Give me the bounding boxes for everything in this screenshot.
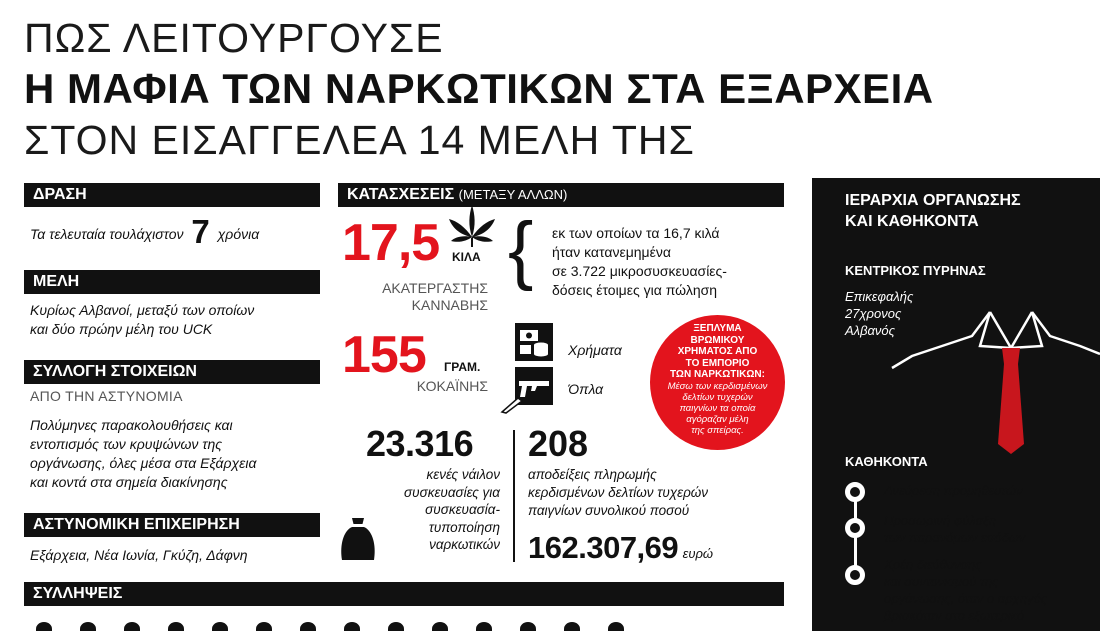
- cannabis-note-4: δόσεις έτοιμες για πώληση: [552, 282, 718, 298]
- badge-line: αγόραζαν μέλη: [686, 413, 749, 425]
- syllogi-line-3: οργάνωσης, όλες μέσα στα Εξάρχεια: [30, 455, 257, 471]
- duty-2: [884, 512, 1025, 546]
- cocaine-value: 155: [342, 326, 426, 384]
- kataxeseis-subtitle: (ΜΕΤΑΞΥ ΑΛΛΩΝ): [458, 187, 568, 202]
- person-icon: [344, 622, 360, 631]
- badge-line: ΒΡΩΜΙΚΟΥ: [690, 334, 745, 346]
- cocaine-label: ΚΟΚΑΪΝΗΣ: [416, 378, 488, 394]
- receipts-line: κερδισμένων δελτίων τυχερών: [528, 485, 709, 500]
- meli-line-2: και δύο πρώην μέλη του UCK: [30, 321, 213, 337]
- syllipseis-header: ΣΥΛΛΗΨΕΙΣ: [24, 582, 784, 606]
- syllogi-line-4: και κοντά στα σημεία διακίνησης: [30, 474, 228, 490]
- title-line-1: ΠΩΣ ΛΕΙΤΟΥΡΓΟΥΣΕ: [24, 15, 444, 61]
- bags-value: 23.316: [366, 423, 474, 464]
- cannabis-note-3: σε 3.722 μικροσυσκευασίες-: [552, 263, 727, 279]
- person-icon: [300, 622, 316, 631]
- duty-3: [884, 556, 1047, 624]
- drasi-number: 7: [191, 213, 210, 250]
- drasi-text-before: Τα τελευταία τουλάχιστον: [30, 226, 184, 242]
- drasi-header: ΔΡΑΣΗ: [24, 183, 320, 207]
- bags-line: κενές νάιλον: [426, 467, 500, 482]
- badge-line: παιγνίων τα οποία: [679, 402, 756, 414]
- brace-icon: {: [508, 207, 534, 292]
- person-icon: [36, 622, 52, 631]
- syllogi-sub: ΑΠΟ ΤΗΝ ΑΣΤΥΝΟΜΙΑ: [30, 388, 183, 404]
- bags-line: ναρκωτικών: [429, 537, 500, 552]
- bags-line: συσκευασίες για: [404, 484, 500, 500]
- person-icon: [564, 622, 580, 631]
- hierarchy-title-1: ΙΕΡΑΡΧΙΑ ΟΡΓΑΝΩΣΗΣ: [845, 192, 1021, 209]
- kataxeseis-header: [338, 183, 784, 207]
- bags-description: [380, 466, 500, 554]
- duty-1: Ανεύρεση προμηθευτών: [884, 483, 1023, 498]
- kataxeseis-title: ΚΑΤΑΣΧΕΣΕΙΣ: [347, 186, 455, 203]
- badge-line: της σπείρας.: [691, 424, 744, 436]
- title-line-2: Η ΜΑΦΙΑ ΤΩΝ ΝΑΡΚΩΤΙΚΩΝ ΣΤΑ ΕΞΑΡΧΕΙΑ: [24, 65, 934, 112]
- bullet-icon: [845, 518, 865, 538]
- cannabis-label-2: ΚΑΝΝΑΒΗΣ: [411, 297, 488, 313]
- money-label: Χρήματα: [568, 342, 622, 358]
- person-icon: [476, 622, 492, 631]
- syllogi-header: ΣΥΛΛΟΓΗ ΣΤΟΙΧΕΙΩΝ: [24, 360, 320, 384]
- badge-line: δελτίων τυχερών: [682, 391, 753, 403]
- leader-line: 27χρονος: [845, 306, 902, 321]
- duties-header: ΚΑΘΗΚΟΝΤΑ: [845, 454, 928, 469]
- receipts-line: αποδείξεις πληρωμής: [528, 467, 657, 482]
- meli-line-1: Κυρίως Αλβανοί, μεταξύ των οποίων: [30, 302, 255, 318]
- duty-line: και συντονισμού της: [884, 574, 999, 589]
- epixeirisi-header: ΑΣΤΥΝΟΜΙΚΗ ΕΠΙΧΕΙΡΗΣΗ: [24, 513, 320, 537]
- receipts-line: παιγνίων συνολικού ποσού: [528, 503, 690, 518]
- person-icon: [432, 622, 448, 631]
- cannabis-value: 17,5: [342, 214, 440, 272]
- drasi-text: [30, 213, 260, 250]
- duty-line: οργάνωσης, όταν ο αρχηγός: [884, 591, 1048, 606]
- person-icon: [80, 622, 96, 631]
- badge-line: Μέσω των κερδισμένων: [667, 380, 768, 392]
- duty-line: Χρέη διεύθυνσης: [884, 557, 982, 572]
- receipts-value: 208: [528, 423, 589, 464]
- cannabis-note-2: ήταν κατανεμημένα: [552, 244, 671, 260]
- arrests-row: [36, 622, 636, 631]
- receipts-description: [528, 466, 708, 520]
- bullet-icon: [845, 482, 865, 502]
- cannabis-note-1: εκ των οποίων τα 16,7 κιλά: [552, 225, 720, 241]
- syllogi-line-2: εντοπισμός των κρυψώνων της: [30, 436, 223, 452]
- cannabis-leaf-icon: [449, 205, 495, 247]
- knife-icon: [500, 392, 528, 414]
- receipts-currency: ευρώ: [682, 546, 714, 561]
- money-icon: [515, 323, 553, 361]
- divider: [513, 430, 515, 562]
- hierarchy-panel: [812, 178, 1100, 631]
- hierarchy-title-2: ΚΑΙ ΚΑΘΗΚΟΝΤΑ: [845, 213, 979, 230]
- person-icon: [388, 622, 404, 631]
- leader-line: Επικεφαλής: [845, 289, 914, 304]
- duty-line: Προσωρινή φύλαξη: [884, 513, 997, 528]
- duty-line: βρισκόταν στο εξωτερικό: [884, 608, 1025, 623]
- cannabis-label-1: ΑΚΑΤΕΡΓΑΣΤΗΣ: [382, 280, 488, 296]
- person-icon: [520, 622, 536, 631]
- epixeirisi-text: Εξάρχεια, Νέα Ιωνία, Γκύζη, Δάφνη: [30, 547, 248, 563]
- badge-line: ΞΕΠΛΥΜΑ: [693, 323, 742, 334]
- weapons-label: Όπλα: [568, 381, 604, 397]
- money-laundering-badge: [650, 315, 785, 450]
- duty-line: των παρανόμων εσόδων: [884, 530, 1026, 545]
- leader-line: Αλβανός: [845, 323, 895, 338]
- bullet-icon: [845, 565, 865, 585]
- badge-line: ΧΡΗΜΑΤΟΣ ΑΠΟ: [677, 346, 758, 357]
- person-icon: [124, 622, 140, 631]
- shirt-tie-icon: [872, 306, 1100, 456]
- receipts-amount-row: [528, 530, 713, 566]
- badge-line: ΤΩΝ ΝΑΡΚΩΤΙΚΩΝ:: [670, 369, 765, 380]
- person-icon: [256, 622, 272, 631]
- cannabis-unit: ΚΙΛΑ: [452, 250, 481, 264]
- receipts-amount: 162.307,69: [528, 530, 679, 565]
- bag-icon: [338, 516, 378, 562]
- bags-line: τυποποίηση: [428, 519, 500, 535]
- person-icon: [212, 622, 228, 631]
- core-header: ΚΕΝΤΡΙΚΟΣ ΠΥΡΗΝΑΣ: [845, 263, 986, 278]
- badge-line: ΤΟ ΕΜΠΟΡΙΟ: [685, 357, 750, 369]
- drasi-text-after: χρόνια: [217, 226, 260, 242]
- cocaine-unit: ΓΡΑΜ.: [444, 360, 481, 374]
- bags-line: συσκευασία-: [425, 502, 500, 517]
- syllogi-line-1: Πολύμηνες παρακολουθήσεις και: [30, 417, 233, 433]
- person-icon: [168, 622, 184, 631]
- meli-header: ΜΕΛΗ: [24, 270, 320, 294]
- person-icon: [608, 622, 624, 631]
- title-line-3: ΣΤΟΝ ΕΙΣΑΓΓΕΛΕΑ 14 ΜΕΛΗ ΤΗΣ: [24, 117, 695, 163]
